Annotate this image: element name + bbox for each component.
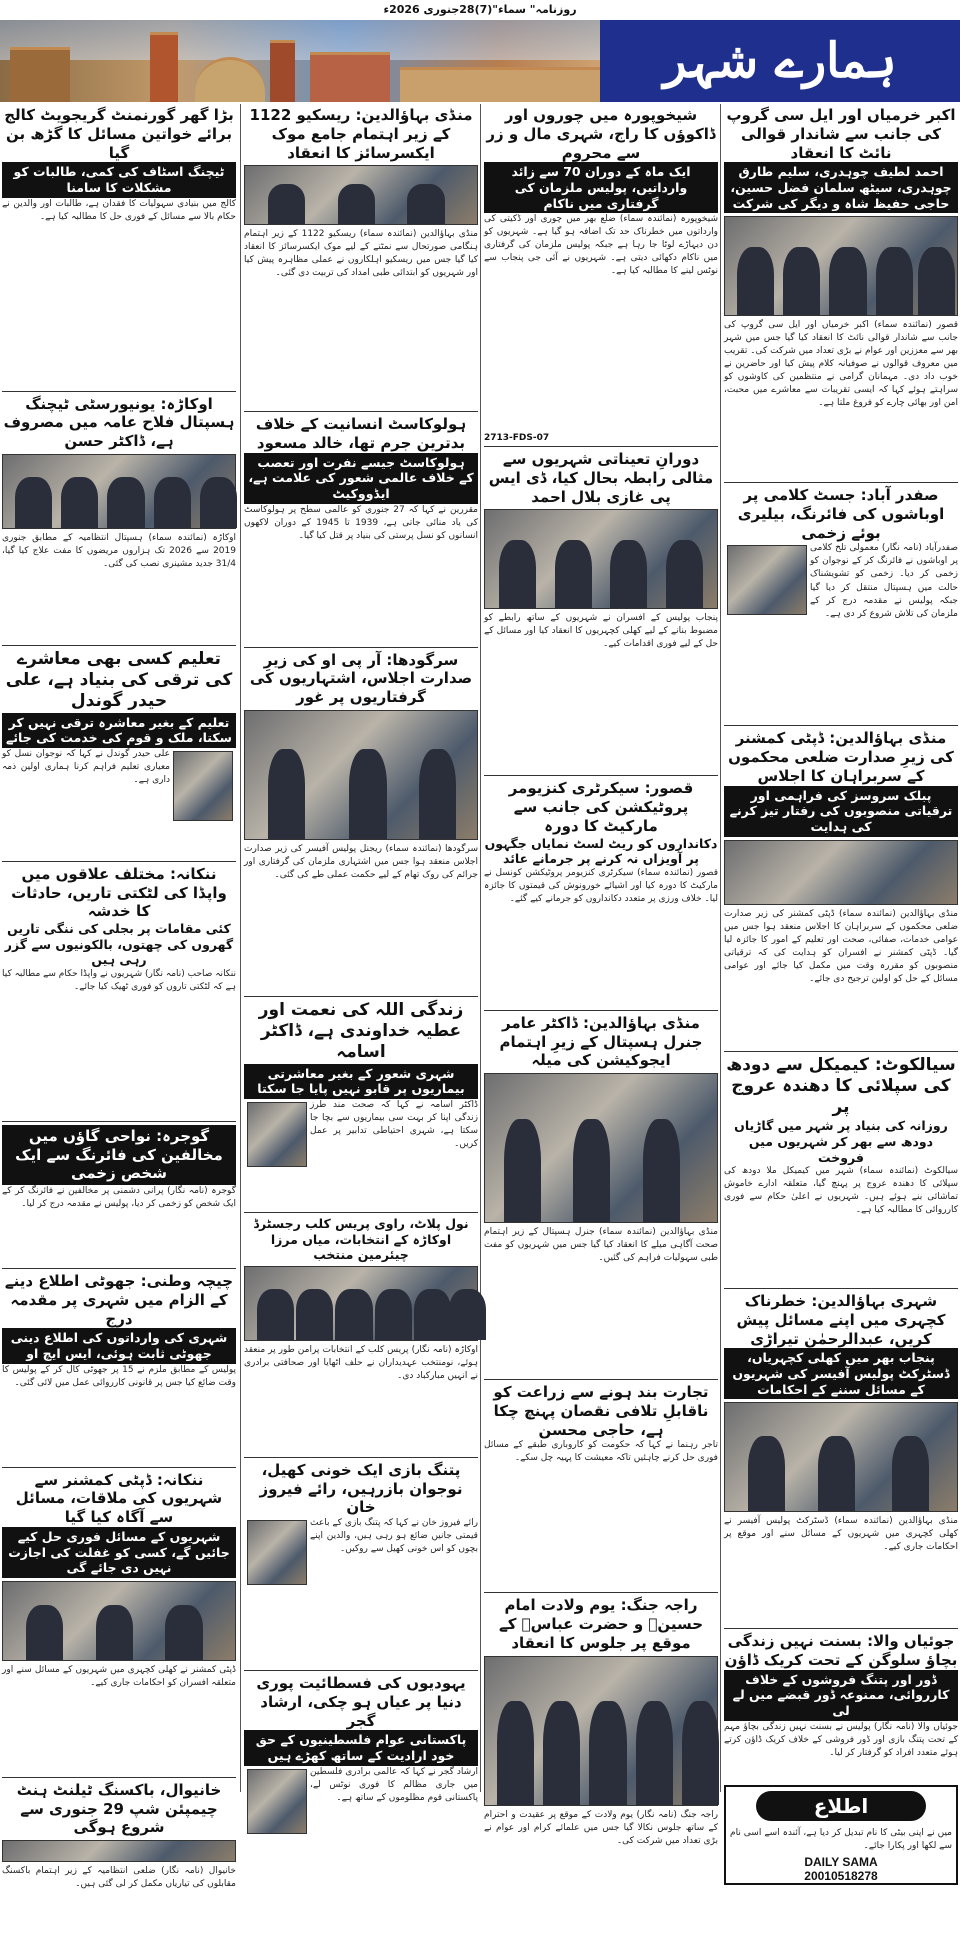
headline: اوکاڑہ: یونیورسٹی ٹیچنگ ہسپتال فلاح عامہ میں مصروف ہے، ڈاکٹر حسن <box>3 394 235 450</box>
headline: سرگودھا: آر پی او کی زیرِ صدارت اجلاس، اشتہاریوں کی گرفتاریوں پر غور <box>249 650 473 707</box>
headline: سیالکوٹ: کیمیکل سے دودھ کی سپلائی کا دھندہ عروج پر <box>726 1054 956 1117</box>
news-photo <box>484 1073 718 1223</box>
subheadline: احمد لطیف چوہدری، سلیم طارق چوہدری، سیٹھ سلمان فضل حسین، حاجی حفیظ شاہ و دیگر کی شرکت <box>724 162 958 213</box>
headline: منڈی بہاؤالدین: ڈاکٹر عامر جنرل ہسپتال کے زیرِ اہتمام ایجوکیشن کی میلہ <box>499 1013 703 1070</box>
headline: یہودیوں کی فسطائیت پوری دنیا پر عیاں ہو چکی، ارشاد گجر <box>256 1674 466 1730</box>
headline: تعلیم کسی بھی معاشرے کی ترقی کی بنیاد ہے، علی حیدر گوندل <box>5 648 233 712</box>
news-photo <box>724 1402 958 1512</box>
person-photo <box>247 1769 307 1834</box>
person-photo <box>173 751 233 821</box>
headline: منڈی بہاؤالدین: ڈپٹی کمشنر کی زیرِ صدارت ضلعی محکموں کے سربراہان کا اجلاس <box>728 729 954 785</box>
headline: گوجرہ: نواحی گاؤں میں مخالفین کی فائرنگ سے ایک شخص زخمی <box>2 1125 236 1185</box>
article-body: ڈاکٹر اسامہ نے کہا کہ صحت مند طرز زندگی اپنا کر بہت سی بیماریوں سے بچا جا سکتا ہے، شہری احتیاطی تدابیر پر عمل کریں۔ <box>310 1099 478 1150</box>
banner-building <box>270 40 295 102</box>
article-body: راجہ جنگ (نامہ نگار) یوم ولادت کے موقع پر عقیدت و احترام کے ساتھ جلوس نکالا گیا جس میں علمائے کرام اور عوام نے بڑی تعداد میں شرکت کی۔ <box>484 1809 718 1846</box>
headline: جوئیاں والا: بسنت نہیں زندگی بچاؤ سلوگن کے تحت کریک ڈاؤن <box>724 1632 958 1669</box>
article-body: جوئیاں والا (نامہ نگار) پولیس نے بسنت نہیں زندگی بچاؤ مہم کے تحت پتنگ بازی اور ڈور فروشی کے خلاف کریک ڈاؤن کرتے ہوئے متعدد افراد کو گرفتار کر لیا۔ <box>724 1721 958 1758</box>
headline: شیخوپورہ میں چوروں اور ڈاکوؤں کا راج، شہری مال و زر سے محروم <box>486 106 716 162</box>
article-body: صفدرآباد (نامہ نگار) معمولی تلخ کلامی پر اوباشوں نے فائرنگ کر کے نوجوان کو زخمی کر دیا۔ زخمی کو تشویشناک حالت میں ہسپتال منتقل کر دیا گیا جبکہ پولیس نے مقدمہ درج کر کے ملزمان کی تلاش شروع کر دی ہے۔ <box>810 543 958 619</box>
article-body: تاجر رہنما نے کہا کہ حکومت کو کاروباری طبقے کے مسائل فوری حل کرنے چاہئیں تاکہ معیشت کا پہیہ چل سکے۔ <box>484 1440 718 1464</box>
headline: چیچہ وطنی: جھوٹی اطلاع دینے کے الزام میں شہری پر مقدمہ درج <box>4 1272 234 1328</box>
banner-building <box>195 57 265 102</box>
headline: بڑا گھر گورنمنٹ گریجویٹ کالج برائے خواتین مسائل کا گڑھ بن گیا <box>4 106 234 162</box>
notice-paper-name: DAILY SAMA <box>804 1854 878 1869</box>
column-right <box>724 106 958 1883</box>
headline: اکبر خرمیاں اور ایل سی گروپ کی جانب سے شاندار قوالی نائٹ کا انعقاد <box>726 106 956 162</box>
subheadline: ہولوکاسٹ جیسے نفرت اور تعصب کے خلاف عالمی شعور کی علامت ہے، ایڈووکیٹ <box>244 453 478 504</box>
headline: تجارت بند ہونے سے زراعت کو ناقابلِ تلافی نقصان پہنچ چکا ہے، حاجی محسن <box>493 1383 709 1439</box>
column-center-right <box>484 106 718 1846</box>
news-photo <box>727 545 807 615</box>
article-body: ننکانہ صاحب (نامہ نگار) شہریوں نے واپڈا حکام سے مطالبہ کیا ہے کہ لٹکتی تاروں کو فوری ٹھیک کیا جائے۔ <box>1 968 236 992</box>
article-body: ارشاد گجر نے کہا کہ عالمی برادری فلسطین میں جاری مظالم کا فوری نوٹس لے، پاکستانی قوم مظلوموں کے ساتھ ہے۔ <box>310 1766 478 1803</box>
headline: خانیوال، باکسنگ ٹیلنٹ ہنٹ چیمپئن شپ 29 جنوری سے شروع ہوگی <box>16 1780 222 1837</box>
dateline: روزنامہ" سماء"(7)28جنوری 2026ء <box>383 3 577 16</box>
headline: پتنگ بازی ایک خونی کھیل، نوجوان بازرہیں، رائے فیروز خان <box>259 1460 463 1517</box>
column-divider <box>480 104 481 1792</box>
news-photo <box>244 1266 478 1341</box>
article-body: منڈی بہاؤالدین (نمائندہ سماء) ڈسٹرکٹ پولیس آفیسر نے کھلی کچہری میں شہریوں کے مسائل سنے اور موقع پر احکامات جاری کیے۔ <box>724 1516 958 1553</box>
headline: زندگی اللہ کی نعمت اور عطیہ خداوندی ہے، ڈاکٹر اسامہ <box>258 999 464 1063</box>
subheadline: ڈور اور پتنگ فروشوں کے خلاف کارروائی، ممنوعہ ڈور قبضے میں لے لی <box>724 1670 958 1721</box>
subheadline: دکانداروں کو ریٹ لسٹ نمایاں جگہوں پر آویزاں نہ کرنے پر جرمانے عائد <box>484 835 718 867</box>
news-photo <box>244 710 478 840</box>
subheadline: پاکستانی عوام فلسطینیوں کے حق خود ارادیت کے ساتھ کھڑے ہیں <box>244 1730 478 1765</box>
headline: ننکانہ: ڈپٹی کمشنر سے شہریوں کی ملاقات، مسائل سے آگاہ کیا گیا <box>15 1470 223 1527</box>
article-body: رائے فیروز خان نے کہا کہ پتنگ بازی کے باعث قیمتی جانیں ضائع ہو رہی ہیں، والدین اپنے بچوں کو اس خونی کھیل سے روکیں۔ <box>310 1518 478 1555</box>
subheadline: ٹیچنگ اسٹاف کی کمی، طالبات کو مشکلات کا سامنا <box>2 162 236 197</box>
article-body: شیخوپورہ (نمائندہ سماء) ضلع بھر میں چوری اور ڈکیتی کی وارداتوں میں خطرناک حد تک اضافہ ہو گیا ہے۔ شہریوں کو دن دیہاڑے لوٹا جا رہا ہے جبکہ پولیس ملزمان کی گرفتاری میں ناکام دکھائی دیتی ہے۔ شہریوں نے آئی جی پنجاب سے نوٹس لینے کا مطالبہ کیا ہے۔ <box>484 214 718 277</box>
subheadline: شہری شعور کے بغیر معاشرتی بیماریوں پر قابو نہیں پایا جا سکتا <box>244 1064 478 1099</box>
person-photo <box>247 1520 307 1585</box>
article-body: منڈی بہاؤالدین (نمائندہ سماء) جنرل ہسپتال کے زیر اہتمام صحت آگاہی میلے کا انعقاد کیا گیا جس میں شہریوں کو مفت طبی سہولیات فراہم کی گئیں۔ <box>484 1227 718 1264</box>
banner-building <box>150 32 178 102</box>
news-photo <box>244 165 478 225</box>
article-body: سیالکوٹ (نمائندہ سماء) شہر میں کیمیکل ملا دودھ کی سپلائی کا دھندہ عروج پر پہنچ گیا، متعلقہ ادارے خاموش تماشائی بنے ہوئے ہیں۔ شہریوں نے اعلیٰ حکام سے فوری کارروائی کا مطالبہ کیا ہے۔ <box>724 1166 958 1216</box>
article-body: پنجاب پولیس کے افسران نے شہریوں کے ساتھ رابطے کو مضبوط بنانے کے لیے کھلی کچہریوں کا انعقاد کیا اور مسائل کے حل کے لیے فوری اقدامات کیے۔ <box>484 613 718 650</box>
column-divider <box>240 104 241 1792</box>
subheadline: شہریوں کے مسائل فوری حل کیے جائیں گے، کسی کو غفلت کی اجازت نہیں دی جائے گی <box>2 1527 236 1578</box>
article-body: منڈی بہاؤالدین (نمائندہ سماء) ریسکیو 1122 کے زیر اہتمام ہنگامی صورتحال سے نمٹنے کے لیے موک ایکسرسائز کا انعقاد کیا گیا جس میں ریسکیو اہلکاروں نے عملی مظاہرہ پیش کیا اور شہریوں کو ابتدائی طبی امداد کی تربیت دی گئی۔ <box>244 229 478 279</box>
article-body: سرگودھا (نمائندہ سماء) ریجنل پولیس آفیسر کی زیر صدارت اجلاس منعقد ہوا جس میں اشتہاری ملزمان کی گرفتاری اور جرائم کی روک تھام کے لیے حکمت عملی طے کی گئی۔ <box>244 843 478 880</box>
article-body: علی حیدر گوندل نے کہا کہ نوجوان نسل کو معیاری تعلیم فراہم کرنا ہماری اولین ذمہ داری ہے۔ <box>2 748 170 785</box>
subheadline: روزانہ کی بنیاد پر شہر میں گاڑیاں دودھ سے بھر کر شہریوں میں فروخت <box>734 1118 948 1165</box>
subheadline: ایک ماہ کے دوران 70 سے زائد وارداتیں، پولیس ملزمان کی گرفتاری میں ناکام <box>484 162 718 213</box>
headline: قصور: سیکرٹری کنزیومر پروٹیکشن کی جانب سے مارکیٹ کا دورہ <box>508 779 694 835</box>
masthead-title: ہمارے شہر <box>600 20 960 102</box>
notice-number: 20010518278 <box>804 1868 878 1883</box>
news-photo <box>2 1581 236 1661</box>
column-divider <box>720 104 721 1792</box>
notice-title: اطلاع <box>756 1791 926 1821</box>
article-body: قصور (نمائندہ سماء) سیکرٹری کنزیومر پروٹیکشن کونسل نے مارکیٹ کا دورہ کیا اور اشیائے خورونوش کی قیمتوں کا جائزہ لیا۔ خلاف ورزی پر متعدد دکانداروں کو جرمانے کیے گئے۔ <box>484 867 718 904</box>
banner-sky <box>0 20 600 60</box>
notice-text: میں نے اپنی بیٹی کا نام تبدیل کر دیا ہے، آئندہ اسے اسی نام سے لکھا اور پکارا جائے۔ <box>730 1827 952 1851</box>
column-center-left <box>244 106 479 1803</box>
article-body: قصور (نمائندہ سماء) اکبر خرمیاں اور ایل سی گروپ کی جانب سے شاندار قوالی نائٹ کا انعقاد کیا گیا جس میں شہر بھر سے معززین اور عوام نے بڑی تعداد میں شرکت کی۔ تقریب میں معروف قوالوں نے صوفیانہ کلام پیش کیا اور حاضرین نے خوب داد دی۔ مہمانان گرامی نے منتظمین کی کاوشوں کو سراہتے ہوئے کہا کہ ایسی تقریبات سے معاشرے میں محبت، امن اور بھائی چارے کو فروغ ملتا ہے۔ <box>724 320 958 409</box>
banner-building <box>400 67 600 102</box>
subheadline: پبلک سروسز کی فراہمی اور ترقیاتی منصوبوں کی رفتار تیز کرنے کی ہدایت <box>724 786 958 837</box>
banner-building <box>10 47 70 102</box>
headline: دورانِ تعیناتی شہریوں سے مثالی رابطہ بحال کیا، ڈی ایس پی غازی بلال احمد <box>488 450 714 506</box>
headline: ننکانہ: مختلف علاقوں میں واپڈا کی لٹکتی تاریں، حادثات کا خدشہ <box>11 864 227 921</box>
subheadline: پنجاب بھر میں کھلی کچہریاں، ڈسٹرکٹ پولیس آفیسر کی شہریوں کے مسائل سننے کے احکامات <box>724 1348 958 1399</box>
headline: شہری بہاؤالدین: خطرناک کچہری میں اپنے مسائل پیش کریں، عبدالرحمٰن تیراڑی <box>736 1292 946 1348</box>
news-photo <box>484 1656 718 1806</box>
news-photo <box>724 216 958 316</box>
article-body: خانیوال (نامہ نگار) ضلعی انتظامیہ کے زیر اہتمام باکسنگ مقابلوں کی تیاریاں مکمل کر لی گئی ہیں۔ <box>2 1866 236 1890</box>
masthead-banner <box>0 20 960 102</box>
headline: ہولوکاسٹ انسانیت کے خلاف بدترین جرم تھا، خالد مسعود <box>255 415 467 452</box>
article-body: ڈپٹی کمشنر نے کھلی کچہری میں شہریوں کے مسائل سنے اور متعلقہ افسران کو احکامات جاری کیے۔ <box>2 1664 236 1688</box>
headline: صفدر آباد: جسٹ کلامی پر اوباشوں کی فائرنگ، بیلیری بوئے زخمی <box>737 486 945 542</box>
article-body: گوجرہ (نامہ نگار) پرانی دشمنی پر مخالفین نے فائرنگ کر کے ایک شخص کو زخمی کر دیا، پولیس نے مقدمہ درج کر لیا۔ <box>2 1186 236 1210</box>
news-photo <box>724 840 958 905</box>
news-photo <box>484 509 718 609</box>
news-photo <box>2 454 236 529</box>
subheadline: کئی مقامات پر بجلی کی ننگی تاریں گھروں کی چھتوں، بالکونیوں سے گزر رہی ہیں <box>4 921 234 968</box>
subheadline: شہری کی وارداتوں کی اطلاع دینی جھوٹی ثابت ہوئی، ایس ایچ او <box>2 1328 236 1363</box>
headline: منڈی بہاؤالدین: ریسکیو 1122 کے زیر اہتمام جامع موک ایکسرسائز کا انعقاد <box>249 106 473 162</box>
notice-box <box>724 1785 958 1885</box>
article-body: اوکاڑہ (نامہ نگار) پریس کلب کے انتخابات پرامن طور پر منعقد ہوئے، نومنتخب عہدیداران نے حلف اٹھایا اور صحافتی برادری نے انہیں مبارکباد دی۔ <box>244 1344 478 1381</box>
news-photo <box>2 1840 236 1862</box>
article-body: اوکاڑہ (نمائندہ سماء) ہسپتال انتظامیہ کے مطابق جنوری 2019 سے 2026 تک ہزاروں مریضوں کا مفت علاج کیا گیا، 31/4 جدید مشینری نصب کی گئی۔ <box>2 532 236 569</box>
code-number: 2713-FDS-07 <box>484 433 550 444</box>
column-left <box>1 106 236 1890</box>
article-body: پولیس کے مطابق ملزم نے 15 پر جھوٹی کال کر کے پولیس کا وقت ضائع کیا جس پر قانونی کارروائی عمل میں لائی گئی۔ <box>2 1364 236 1388</box>
headline: راجہ جنگ: یوم ولادت امام حسینؑ و حضرت عباسؑ کے موقع پر جلوس کا انعقاد <box>498 1596 704 1652</box>
subheadline: تعلیم کے بغیر معاشرہ ترقی نہیں کر سکتا، ملک و قوم کی خدمت کی جائے <box>2 713 236 748</box>
headline: نول پلاٹ، راوی پریس کلب رجسٹرڈ اوکاڑہ کے انتخابات، میاں مرزا چیئرمین منتخب <box>253 1215 469 1263</box>
banner-building <box>310 52 390 102</box>
article-body: منڈی بہاؤالدین (نمائندہ سماء) ڈپٹی کمشنر کی زیر صدارت ضلعی محکموں کے سربراہان کا اجلاس منعقد ہوا جس میں عوامی خدمات، صفائی، صحت اور تعلیم کے امور کا جائزہ لیا گیا۔ ڈپٹی کمشنر نے افسران کو ہدایت کی کہ ترقیاتی منصوبوں کو مقررہ وقت میں مکمل کیا جائے اور عوامی مسائل کے حل کو اولین ترجیح دی جائے۔ <box>724 908 958 984</box>
article-body: مقررین نے کہا کہ 27 جنوری کو عالمی سطح پر ہولوکاسٹ کی یاد منائی جاتی ہے، 1939 تا 1945 کے دوران لاکھوں انسانوں کو نسل پرستی کی بنیاد پر قتل کیا گیا۔ <box>244 504 479 541</box>
person-photo <box>247 1102 307 1167</box>
article-body: کالج میں بنیادی سہولیات کا فقدان ہے، طالبات اور والدین نے حکام بالا سے مسائل کے فوری حل کا مطالبہ کیا ہے۔ <box>2 198 236 222</box>
